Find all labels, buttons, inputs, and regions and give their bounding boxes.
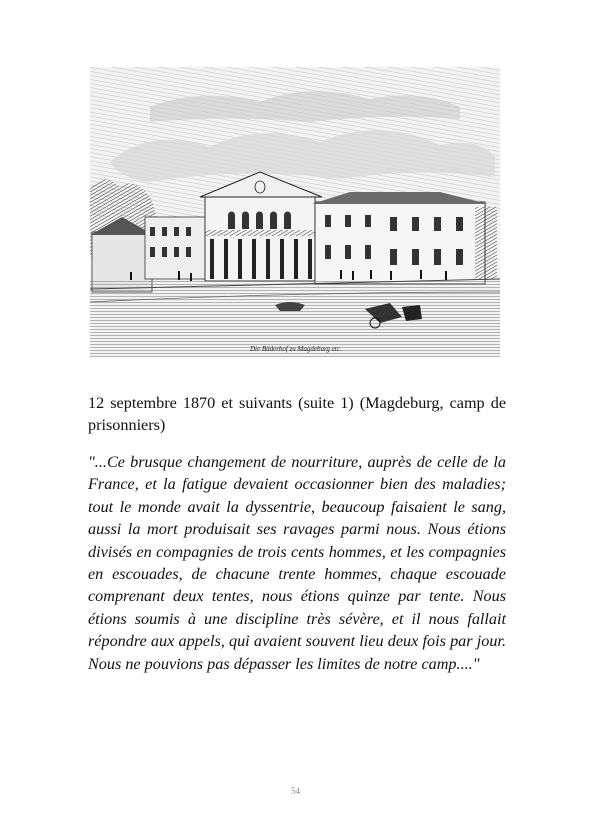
section-heading: 12 septembre 1870 et suivants (suite 1) (Magdeburg, camp de prisonniers): [88, 394, 506, 434]
quote-paragraph: "...Ce brusque changement de nourriture, auprès de celle de la France, et la fatigue devaient occasionner bien des maladies; tout le monde avait la dyssentrie, beaucoup faisaient le sang, aussi la mort produisait ses ravages parmi nous. Nous étions divisés en compagnies de trois cents hommes, et les compagnies en escouades, de chacune trente hommes, chaque escouade comprenant deux tentes, nous étions quinze par tente. Nous étions soumis à une discipline très sévère, et il nous fallait répondre aux appels, qui avaient souvent lieu deux fois par jour. Nous ne pouvions pas dépasser les limites de notre camp....": [88, 453, 506, 673]
central-pavilion: [205, 195, 315, 281]
page-number: 54: [291, 786, 300, 796]
balcony: [205, 230, 315, 236]
engraving-caption: Die Bäderhof zu Magdeburg etc.: [250, 345, 342, 353]
engraving-illustration: [90, 67, 500, 357]
far-right-building: [475, 207, 497, 279]
